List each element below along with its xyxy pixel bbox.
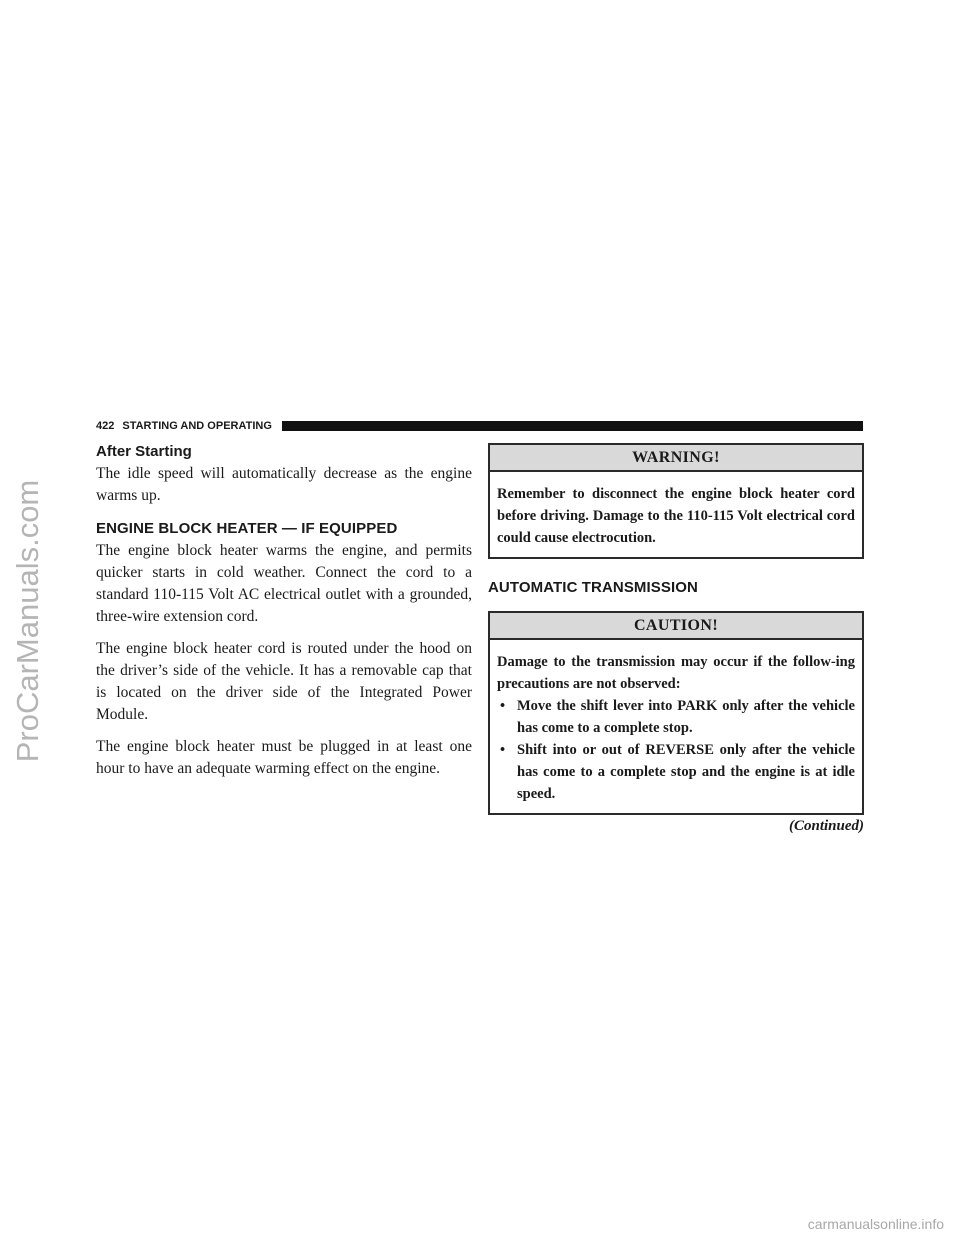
block-heater-paragraph-3: The engine block heater must be plugged in at least one hour to have an adequate warming effect on the engine. <box>96 738 472 777</box>
continued-label: (Continued) <box>788 818 864 834</box>
block-heater-heading: ENGINE BLOCK HEATER — IF EQUIPPED <box>96 520 398 537</box>
warning-box <box>488 443 864 559</box>
caution-bullet-text: Move the shift lever into PARK only after the vehicle has come to a complete stop. <box>517 698 855 736</box>
caution-intro: Damage to the transmission may occur if the follow-ing precautions are not observed: <box>497 654 855 692</box>
page-number: 422 <box>96 420 115 432</box>
after-starting-heading: After Starting <box>96 443 192 460</box>
bullet-icon: • <box>500 698 506 714</box>
warning-text: Remember to disconnect the engine block heater cord before driving. Damage to the 110-115 Volt electrical cord could cause electrocution. <box>497 486 855 546</box>
caution-bullet <box>497 739 855 805</box>
right-column <box>488 443 864 836</box>
caution-box <box>488 611 864 815</box>
block-heater-paragraph-1: The engine block heater warms the engine, and permits quicker starts in cold weather. Connect the cord to a standard 110-115 Volt AC electrical outlet with a grounded, three-wire extension cord. <box>96 542 472 625</box>
header-rule <box>282 421 863 431</box>
after-starting-text: The idle speed will automatically decrease as the engine warms up. <box>96 465 472 504</box>
block-heater-paragraph-2: The engine block heater cord is routed under the hood on the driver’s side of the vehicle. It has a removable cap that is located on the driver side of the Integrated Power Module. <box>96 640 472 723</box>
page-header <box>96 419 863 433</box>
watermark-text: ProCarManuals.com <box>10 479 45 763</box>
caution-bullet-text: Shift into or out of REVERSE only after the vehicle has come to a complete stop and the engine is at idle speed. <box>517 742 855 802</box>
caution-body <box>490 640 862 813</box>
section-title: STARTING AND OPERATING <box>122 420 272 432</box>
transmission-heading: AUTOMATIC TRANSMISSION <box>488 579 698 596</box>
caution-bullet <box>497 695 855 739</box>
caution-bullets <box>497 695 855 805</box>
bullet-icon: • <box>500 742 506 758</box>
left-column <box>96 443 472 780</box>
footer-site-text: carmanualsonline.info <box>807 1216 944 1232</box>
warning-title: WARNING! <box>490 445 862 472</box>
caution-title: CAUTION! <box>490 613 862 640</box>
